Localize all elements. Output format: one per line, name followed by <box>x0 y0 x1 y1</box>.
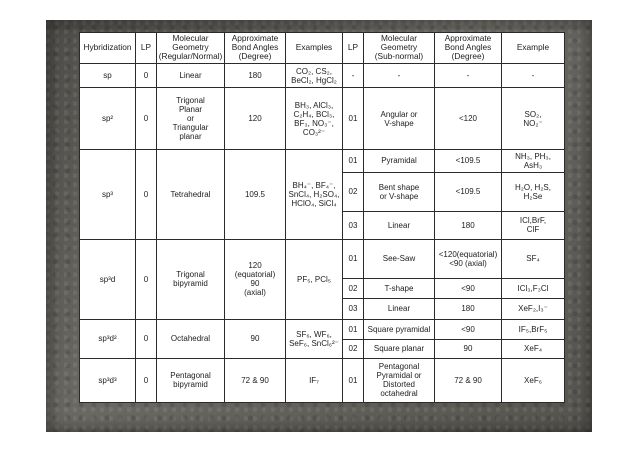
table-row <box>80 63 565 88</box>
lp-cell: 0 <box>136 150 157 239</box>
lp-cell: 0 <box>136 239 157 319</box>
sub-angle-cell: - <box>435 63 502 88</box>
hybridization-cell: sp³d² <box>80 319 136 358</box>
header-bond-angles-sub: Approximate Bond Angles (Degree) <box>435 33 502 64</box>
sub-lp-cell: 01 <box>343 358 364 402</box>
header-lp: LP <box>136 33 157 64</box>
sub-example-cell: NH₃, PH₃, AsH₃ <box>502 150 565 173</box>
examples-cell: BH₄⁻, BF₄⁻, SnCl₄, H₂SO₄, HClO₄, SiCl₄ <box>286 150 343 239</box>
sub-example-cell: IF₅,BrF₅ <box>502 319 565 340</box>
sub-example-cell: ICl₃,F₃Cl <box>502 278 565 299</box>
sub-lp-cell: 03 <box>343 299 364 320</box>
sub-angle-cell: <90 <box>435 278 502 299</box>
sub-angle-cell: 90 <box>435 340 502 359</box>
table-row <box>80 88 565 150</box>
angle-cell: 120 (equatorial) 90 (axial) <box>225 239 286 319</box>
examples-cell: PF₅, PCl₅ <box>286 239 343 319</box>
sub-geometry-cell: Pyramidal <box>364 150 435 173</box>
geometry-cell: Pentagonal bipyramid <box>157 358 225 402</box>
sub-example-cell: SF₄ <box>502 239 565 278</box>
header-lp-sub: LP <box>343 33 364 64</box>
sub-geometry-cell: Linear <box>364 299 435 320</box>
sub-geometry-cell: Bent shape or V-shape <box>364 172 435 211</box>
header-example-sub: Example <box>502 33 565 64</box>
hybridization-cell: sp³d³ <box>80 358 136 402</box>
header-geometry-regular: Molecular Geometry (Regular/Normal) <box>157 33 225 64</box>
lp-cell: 0 <box>136 358 157 402</box>
header-bond-angles: Approximate Bond Angles (Degree) <box>225 33 286 64</box>
sub-angle-cell: <109.5 <box>435 172 502 211</box>
hybridization-cell: sp³d <box>80 239 136 319</box>
sub-geometry-cell: See-Saw <box>364 239 435 278</box>
examples-cell: CO₂, CS₂, BeCl₂, HgCl₂ <box>286 63 343 88</box>
hybridization-cell: sp <box>80 63 136 88</box>
sub-angle-cell: <109.5 <box>435 150 502 173</box>
sub-angle-cell: <90 <box>435 319 502 340</box>
header-examples: Examples <box>286 33 343 64</box>
sub-angle-cell: <120 <box>435 88 502 150</box>
geometry-cell: Trigonal bipyramid <box>157 239 225 319</box>
sub-example-cell: SO₂, NO₂⁻ <box>502 88 565 150</box>
geometry-cell: Octahedral <box>157 319 225 358</box>
sub-angle-cell: <120(equatorial) <90 (axial) <box>435 239 502 278</box>
hybridization-cell: sp³ <box>80 150 136 239</box>
examples-cell: BH₃, AlCl₃, C₂H₄, BCl₃, BF₃, NO₃⁻, CO₃²⁻ <box>286 88 343 150</box>
sub-example-cell: H₂O, H₂S, H₂Se <box>502 172 565 211</box>
sub-angle-cell: 180 <box>435 211 502 239</box>
angle-cell: 109.5 <box>225 150 286 239</box>
sub-lp-cell: 03 <box>343 211 364 239</box>
geometry-cell: Linear <box>157 63 225 88</box>
lp-cell: 0 <box>136 319 157 358</box>
sub-lp-cell: 02 <box>343 340 364 359</box>
sub-geometry-cell: T-shape <box>364 278 435 299</box>
header-geometry-sub: Molecular Geometry (Sub-normal) <box>364 33 435 64</box>
angle-cell: 180 <box>225 63 286 88</box>
sub-angle-cell: 72 & 90 <box>435 358 502 402</box>
angle-cell: 120 <box>225 88 286 150</box>
hybridization-cell: sp² <box>80 88 136 150</box>
hybridization-table <box>79 32 565 403</box>
table-row <box>80 150 565 173</box>
sub-lp-cell: 01 <box>343 319 364 340</box>
geometry-cell: Tetrahedral <box>157 150 225 239</box>
angle-cell: 90 <box>225 319 286 358</box>
examples-cell: SF₆, WF₆, SeF₆, SnCl₆²⁻ <box>286 319 343 358</box>
sub-angle-cell: 180 <box>435 299 502 320</box>
sub-lp-cell: 01 <box>343 88 364 150</box>
table-row <box>80 319 565 340</box>
sub-geometry-cell: - <box>364 63 435 88</box>
sub-example-cell: - <box>502 63 565 88</box>
sub-lp-cell: 02 <box>343 172 364 211</box>
sub-example-cell: XeF₆ <box>502 358 565 402</box>
sub-example-cell: XeF₂,I₃⁻ <box>502 299 565 320</box>
table-row <box>80 239 565 278</box>
hybridization-table-sheet <box>79 32 564 403</box>
header-row <box>80 33 565 64</box>
sub-geometry-cell: Linear <box>364 211 435 239</box>
header-hybridization: Hybridization <box>80 33 136 64</box>
lp-cell: 0 <box>136 88 157 150</box>
sub-lp-cell: - <box>343 63 364 88</box>
sub-example-cell: ICl,BrF, ClF <box>502 211 565 239</box>
sub-geometry-cell: Square planar <box>364 340 435 359</box>
sub-example-cell: XeF₄ <box>502 340 565 359</box>
sub-geometry-cell: Pentagonal Pyramidal or Distorted octahedral <box>364 358 435 402</box>
angle-cell: 72 & 90 <box>225 358 286 402</box>
sub-geometry-cell: Angular or V-shape <box>364 88 435 150</box>
geometry-cell: Trigonal Planar or Triangular planar <box>157 88 225 150</box>
sub-lp-cell: 01 <box>343 239 364 278</box>
examples-cell: IF₇ <box>286 358 343 402</box>
sub-lp-cell: 02 <box>343 278 364 299</box>
sub-lp-cell: 01 <box>343 150 364 173</box>
lp-cell: 0 <box>136 63 157 88</box>
table-row <box>80 358 565 402</box>
sub-geometry-cell: Square pyramidal <box>364 319 435 340</box>
